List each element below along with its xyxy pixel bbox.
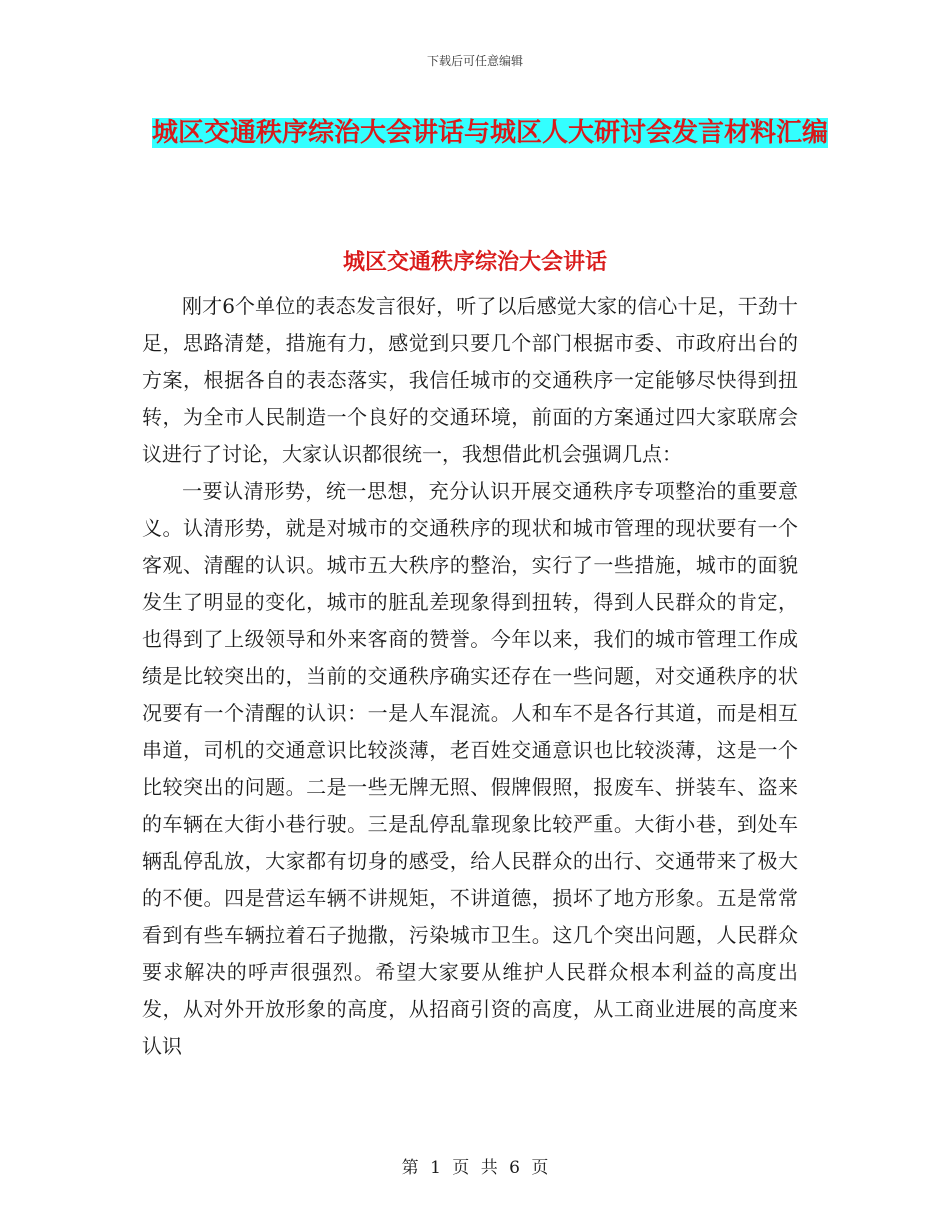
document-body bbox=[142, 288, 798, 1065]
page-number-footer: 第 1 页 共 6 页 bbox=[401, 1158, 549, 1178]
body-paragraph: 刚才6个单位的表态发言很好，听了以后感觉大家的信心十足，干劲十足，思路清楚，措施有力，感觉到只要几个部门根据市委、市政府出台的方案，根据各自的表态落实，我信任城市的交通秩序一定能够尽快得到扭转，为全市人民制造一个良好的交通环境，前面的方案通过四大家联席会议进行了讨论，大家认识都很统一，我想借此机会强调几点： bbox=[142, 294, 798, 466]
body-paragraph: 一要认清形势，统一思想，充分认识开展交通秩序专项整治的重要意义。认清形势，就是对城市的交通秩序的现状和城市管理的现状要有一个客观、清醒的认识。城市五大秩序的整治，实行了一些措施，城市的面貌发生了明显的变化，城市的脏乱差现象得到扭转，得到人民群众的肯定，也得到了上级领导和外来客商的赞誉。今年以来，我们的城市管理工作成绩是比较突出的，当前的交通秩序确实还存在一些问题，对交通秩序的状况要有一个清醒的认识：一是人车混流。人和车不是各行其道，而是相互串道，司机的交通意识比较淡薄，老百姓交通意识也比较淡薄，这是一个比较突出的问题。二是一些无牌无照、假牌假照，报废车、拼装车、盗来的车辆在大街小巷行驶。三是乱停乱靠现象比较严重。大街小巷，到处车辆乱停乱放，大家都有切身的感受，给人民群众的出行、交通带来了极大的不便。四是营运车辆不讲规矩，不讲道德，损坏了地方形象。五是常常看到有些车辆拉着石子抛撒，污染城市卫生。这几个突出问题，人民群众要求解决的呼声很强烈。希望大家要从维护人民群众根本利益的高度出发，从对外开放形象的高度，从招商引资的高度，从工商业进展的高度来认识 bbox=[142, 479, 798, 1058]
section-title: 城区交通秩序综治大会讲话 bbox=[342, 249, 607, 275]
document-title bbox=[150, 108, 830, 158]
document-title-text: 城区交通秩序综治大会讲话与城区人大研讨会发言材料汇编 bbox=[151, 118, 828, 148]
page-header-note: 下载后可任意编辑 bbox=[426, 54, 523, 68]
